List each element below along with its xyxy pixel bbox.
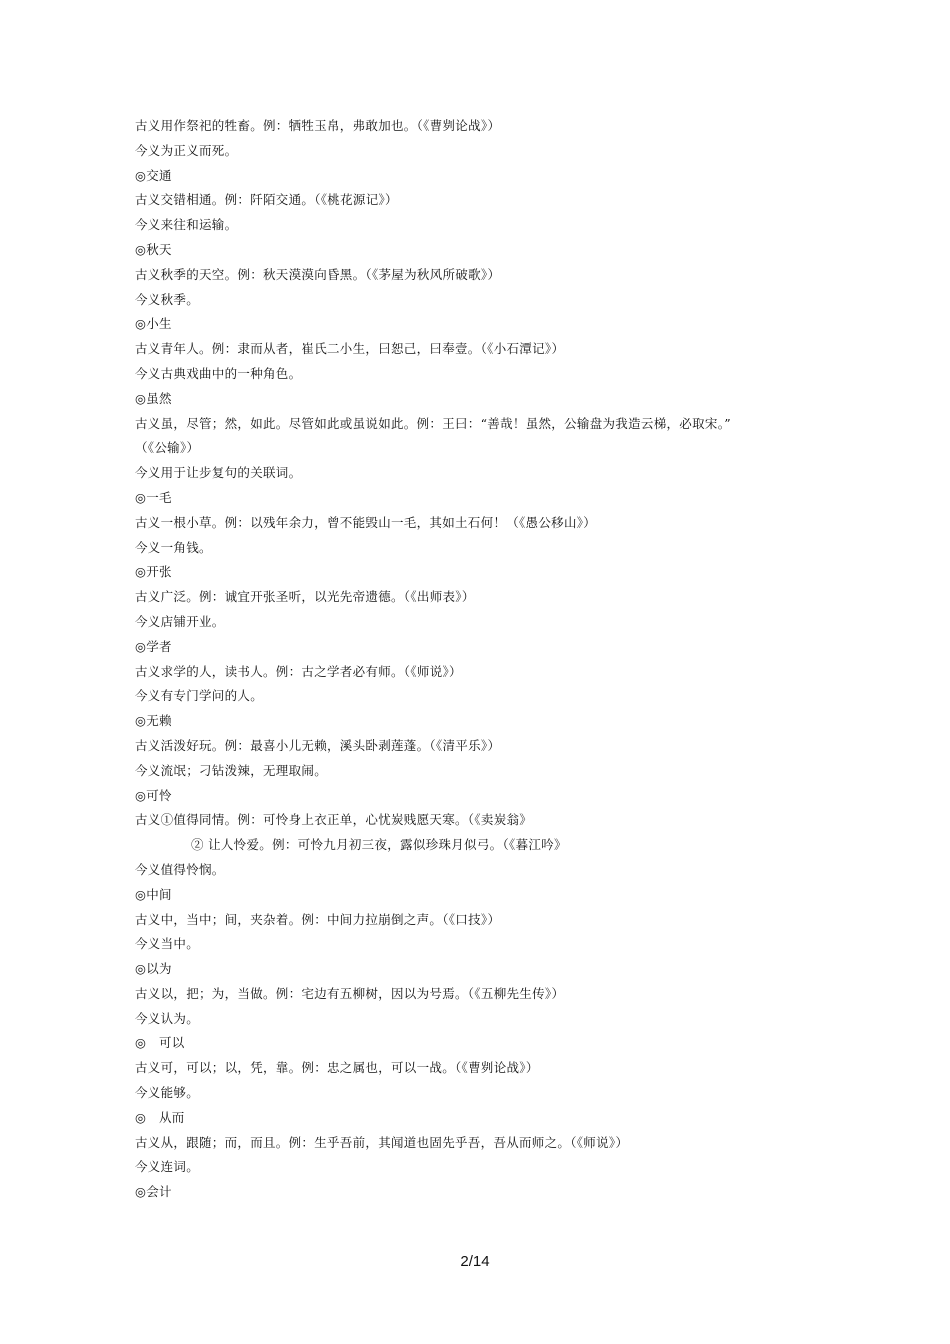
- text-line: 古义青年人。例：隶而从者，崔氏二小生，曰恕己，曰奉壹。（《小石潭记》）: [135, 341, 565, 357]
- entry-heading: ◎开张: [135, 564, 172, 580]
- text-line: 古义中，当中；间，夹杂着。例：中间力拉崩倒之声。（《口技》）: [135, 911, 501, 927]
- text-line: ② 让人怜爱。例：可怜九月初三夜，露似珍珠月似弓。（《暮江吟》: [191, 837, 567, 853]
- text-line: 古义活泼好玩。例：最喜小儿无赖，溪头卧剥莲蓬。（《清平乐》）: [135, 737, 501, 753]
- text-line: 今义有专门学问的人。: [135, 688, 264, 704]
- text-line: 古义秋季的天空。例：秋天漠漠向昏黑。（《茅屋为秋风所破歌》）: [135, 266, 501, 282]
- text-line: 今义流氓；刁钻泼辣，无理取闹。: [135, 762, 328, 778]
- entry-heading: ◎秋天: [135, 241, 172, 257]
- entry-heading: ◎交通: [135, 167, 172, 183]
- text-line: 今义店铺开业。: [135, 613, 225, 629]
- text-line: 古义广泛。例：诚宜开张圣听，以光先帝遗德。（《出师表》）: [135, 589, 475, 605]
- text-line: 古义虽，尽管；然，如此。尽管如此或虽说如此。例：王曰：“善哉！虽然，公输盘为我造云梯，必取宋。”: [135, 415, 731, 431]
- page-number: 2/14: [460, 1253, 490, 1270]
- entry-heading: ◎学者: [135, 638, 172, 654]
- text-line: 古义可，可以；以，凭，靠。例：忠之属也，可以一战。（《曹刿论战》）: [135, 1060, 539, 1076]
- entry-heading: ◎可怜: [135, 787, 172, 803]
- text-line: 今义能够。: [135, 1085, 200, 1101]
- text-line: 今义用于让步复句的关联词。: [135, 465, 302, 481]
- text-line: 古义从，跟随；而，而且。例：生乎吾前，其闻道也固先乎吾，吾从而师之。（《师说》）: [135, 1134, 629, 1150]
- text-line: 今义连词。: [135, 1159, 200, 1175]
- text-line: （《公输》）: [135, 440, 200, 456]
- entry-heading: ◎会计: [135, 1184, 172, 1200]
- entry-heading: ◎ 可以: [135, 1035, 185, 1051]
- text-line: 古义用作祭祀的牲畜。例：牺牲玉帛，弗敢加也。（《曹刿论战》）: [135, 118, 501, 133]
- entry-heading: ◎一毛: [135, 489, 172, 505]
- text-line: 今义一角钱。: [135, 539, 212, 555]
- text-line: 今义秋季。: [135, 291, 200, 307]
- text-line: 今义为正义而死。: [135, 142, 238, 158]
- text-line: 古义交错相通。例：阡陌交通。（《桃花源记》）: [135, 192, 398, 208]
- entry-heading: ◎无赖: [135, 713, 172, 729]
- text-line: 古义以，把；为，当做。例：宅边有五柳树，因以为号焉。（《五柳先生传》）: [135, 985, 565, 1001]
- entry-heading: ◎以为: [135, 961, 172, 977]
- entry-heading: ◎中间: [135, 886, 172, 902]
- text-line: 今义当中。: [135, 936, 200, 952]
- text-line: 今义来往和运输。: [135, 217, 238, 233]
- document-body: [135, 114, 835, 1205]
- text-line: 古义一根小草。例：以残年余力，曾不能毁山一毛，其如土石何！（《愚公移山》）: [135, 514, 597, 530]
- entry-heading: ◎虽然: [135, 390, 172, 406]
- text-line: 古义求学的人，读书人。例：古之学者必有师。（《师说》）: [135, 663, 462, 679]
- entry-heading: ◎小生: [135, 316, 172, 332]
- text-line: 今义古典戏曲中的一种角色。: [135, 365, 302, 381]
- entry-heading: ◎ 从而: [135, 1109, 185, 1125]
- text-line: 古义①值得同情。例：可怜身上衣正单，心忧炭贱愿天寒。（《卖炭翁》: [135, 812, 533, 828]
- text-line: 今义值得怜悯。: [135, 861, 225, 877]
- text-line: 今义认为。: [135, 1010, 200, 1026]
